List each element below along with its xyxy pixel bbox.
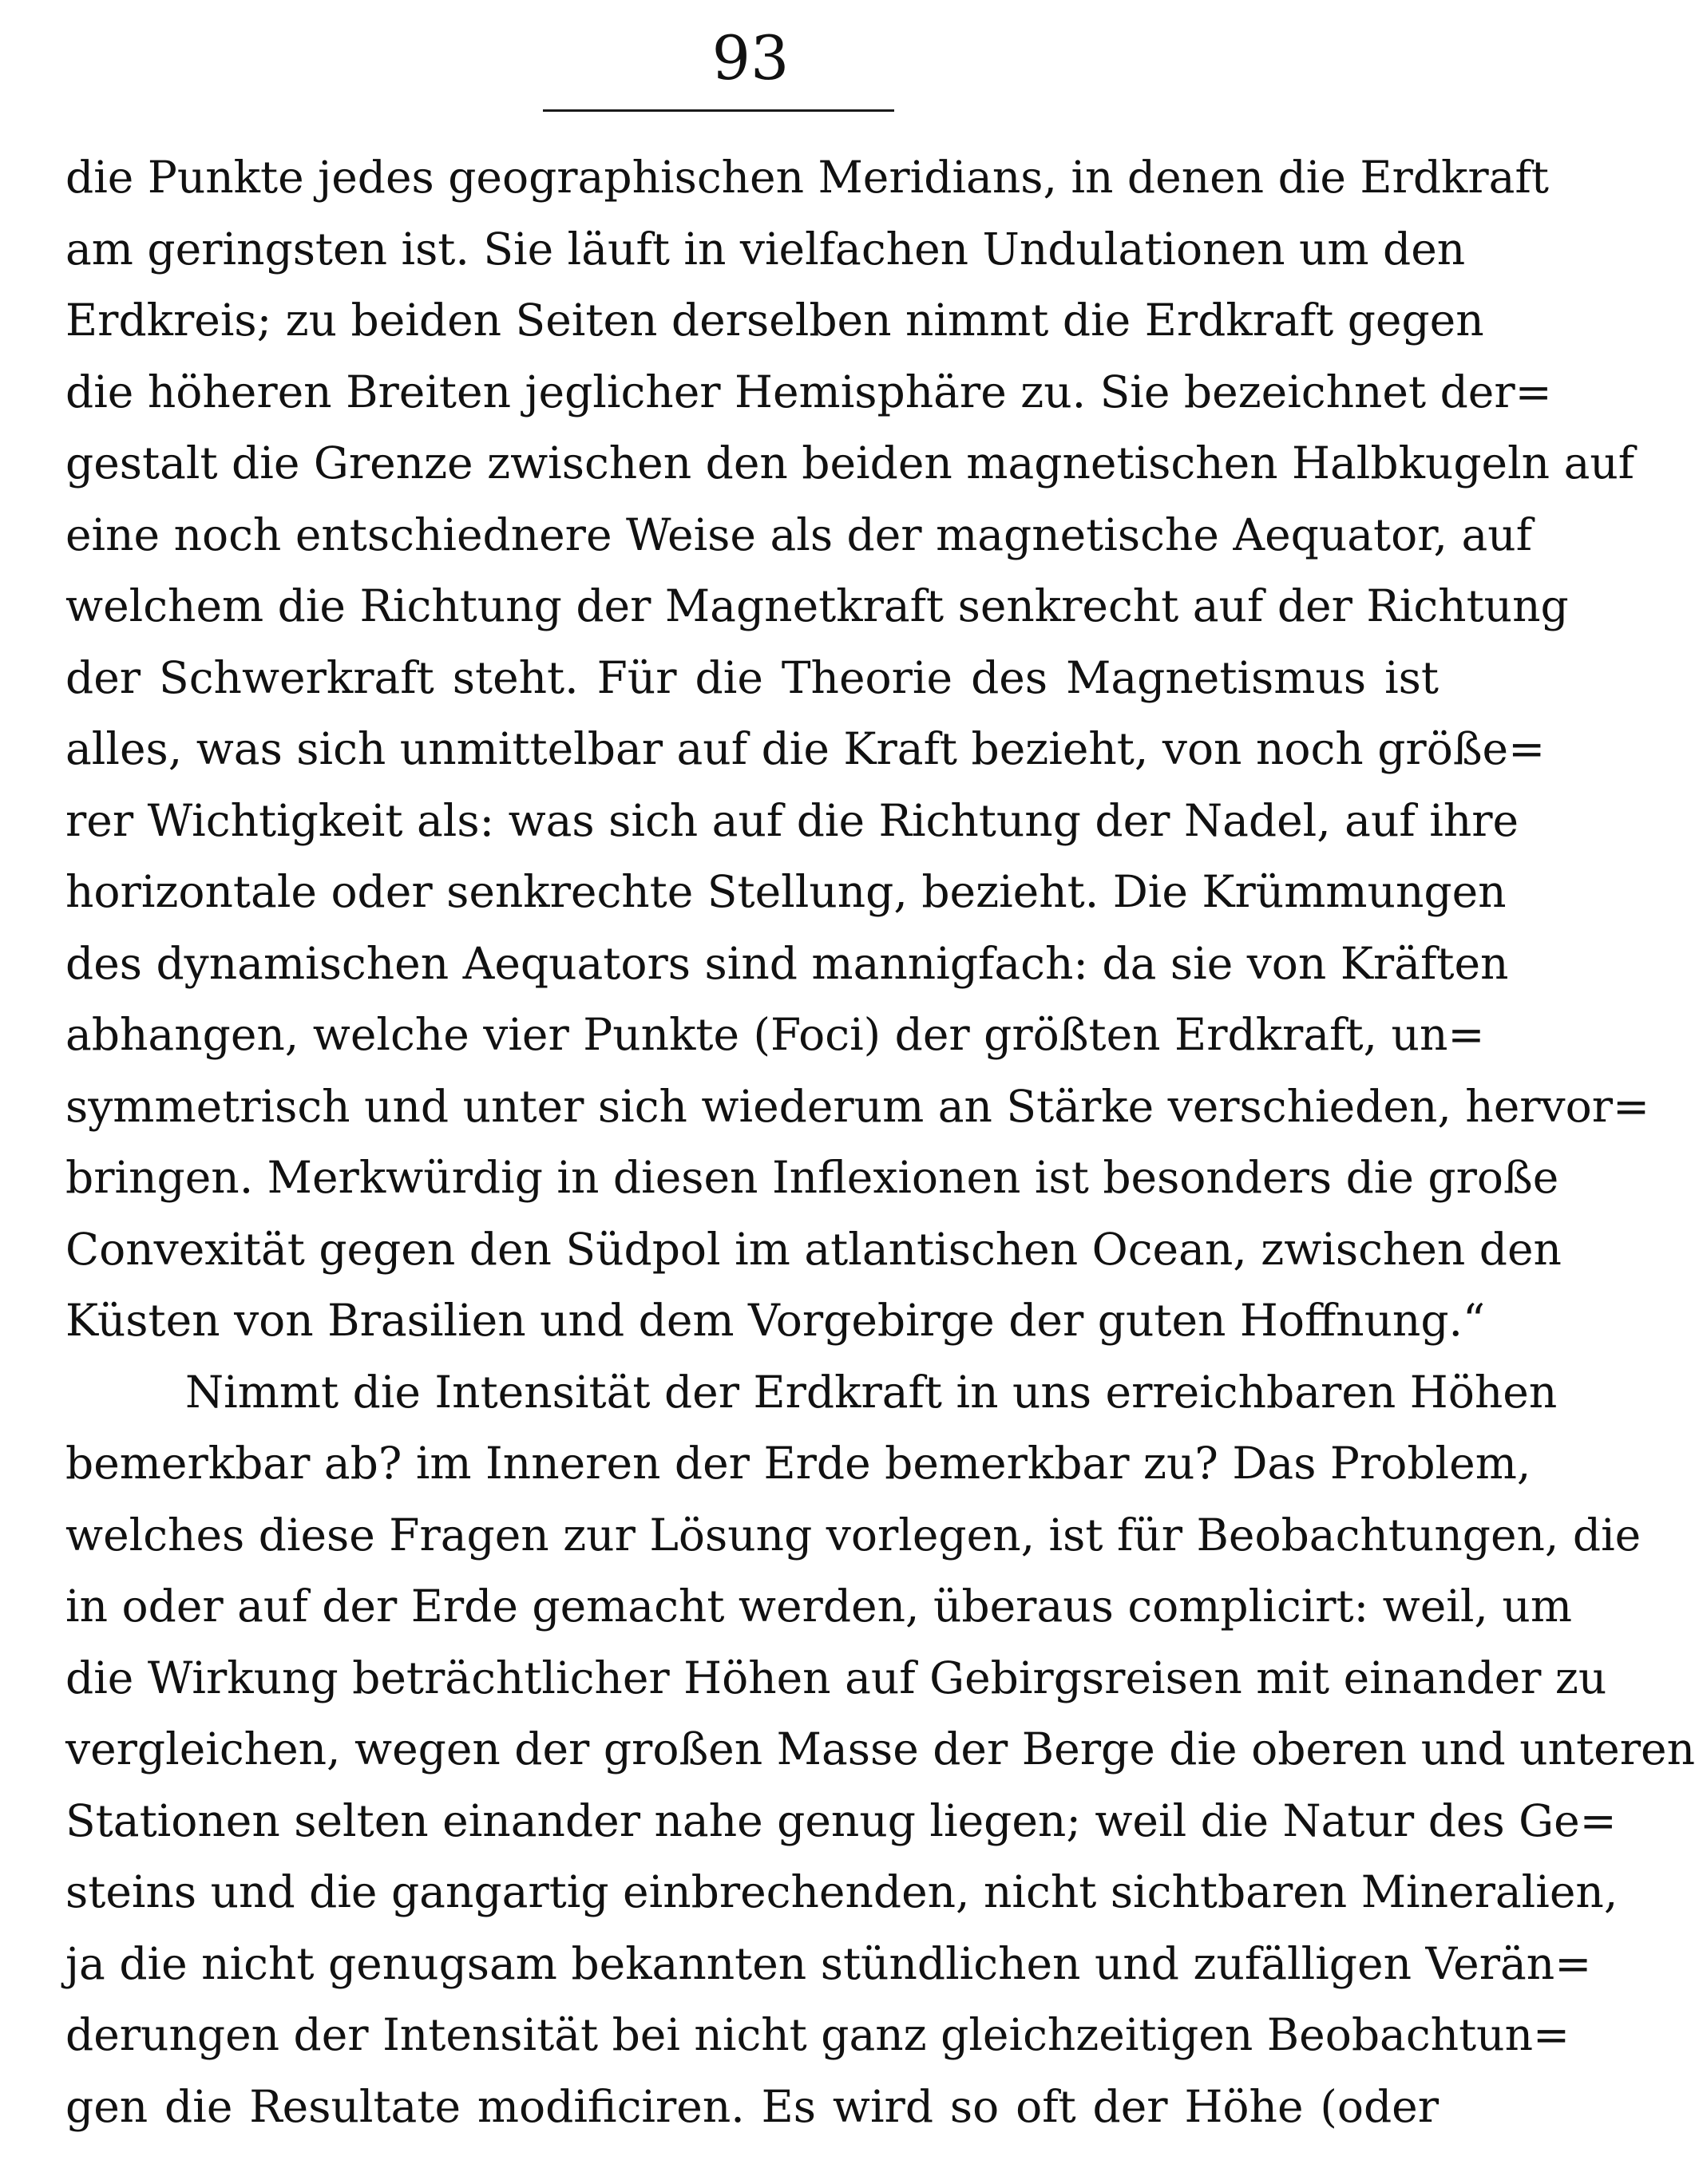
- header-rule: [543, 109, 894, 112]
- text-line: die Wirkung beträchtlicher Höhen auf Gebirgsreisen mit einander zu: [65, 1652, 1607, 1703]
- text-line: bringen. Merkwürdig in diesen Inflexionen ist besonders die große: [65, 1152, 1559, 1203]
- text-line: des dynamischen Aequators sind mannigfach: da sie von Kräften: [65, 937, 1509, 989]
- text-line: Convexität gegen den Südpol im atlantischen Ocean, zwischen den: [65, 1223, 1562, 1275]
- text-line: Erdkreis; zu beiden Seiten derselben nimmt die Erdkraft gegen: [65, 295, 1484, 346]
- text-line: alles, was sich unmittelbar auf die Kraft bezieht, von noch größe=: [65, 723, 1546, 774]
- text-line: der Schwerkraft steht. Für die Theorie des Magnetismus ist: [65, 651, 1439, 703]
- text-line: vergleichen, wegen der großen Masse der Berge die oberen und unteren: [65, 1723, 1695, 1774]
- text-line: gestalt die Grenze zwischen den beiden magnetischen Halbkugeln auf: [65, 437, 1635, 489]
- body-text: [65, 142, 1695, 2142]
- text-line: am geringsten ist. Sie läuft in vielfachen Undulationen um den: [65, 223, 1466, 275]
- paragraph-start-line: Nimmt die Intensität der Erdkraft in uns erreichbaren Höhen: [185, 1366, 1558, 1418]
- text-line: gen die Resultate modificiren. Es wird so oft der Höhe (oder: [65, 2080, 1439, 2132]
- text-line: horizontale oder senkrechte Stellung, bezieht. Die Krümmungen: [65, 866, 1507, 917]
- text-line: steins und die gangartig einbrechenden, nicht sichtbaren Mineralien,: [65, 1866, 1618, 1917]
- text-line: eine noch entschiednere Weise als der magnetische Aequator, auf: [65, 508, 1533, 560]
- paragraph-end-line: Küsten von Brasilien und dem Vorgebirge der guten Hoffnung.“: [65, 1295, 1486, 1346]
- text-line: welches diese Fragen zur Lösung vorlegen, ist für Beobachtungen, die: [65, 1509, 1642, 1561]
- text-line: in oder auf der Erde gemacht werden, überaus complicirt: weil, um: [65, 1581, 1572, 1632]
- text-line: Stationen selten einander nahe genug liegen; weil die Natur des Ge=: [65, 1794, 1617, 1846]
- text-line: derungen der Intensität bei nicht ganz gleichzeitigen Beobachtun=: [65, 2009, 1570, 2060]
- text-line: rer Wichtigkeit als: was sich auf die Richtung der Nadel, auf ihre: [65, 794, 1519, 846]
- text-line: ja die nicht genugsam bekannten stündlichen und zufälligen Verän=: [65, 1937, 1592, 1989]
- text-line: bemerkbar ab? im Inneren der Erde bemerkbar zu? Das Problem,: [65, 1438, 1531, 1489]
- text-line: abhangen, welche vier Punkte (Foci) der größten Erdkraft, un=: [65, 1009, 1485, 1060]
- text-line: welchem die Richtung der Magnetkraft senkrecht auf der Richtung: [65, 580, 1569, 631]
- text-line: die höheren Breiten jeglicher Hemisphäre zu. Sie bezeichnet der=: [65, 366, 1552, 417]
- page-number: 93: [711, 22, 790, 93]
- text-line: symmetrisch und unter sich wiederum an Stärke verschieden, hervor=: [65, 1080, 1650, 1132]
- text-line: die Punkte jedes geographischen Meridians, in denen die Erdkraft: [65, 152, 1549, 203]
